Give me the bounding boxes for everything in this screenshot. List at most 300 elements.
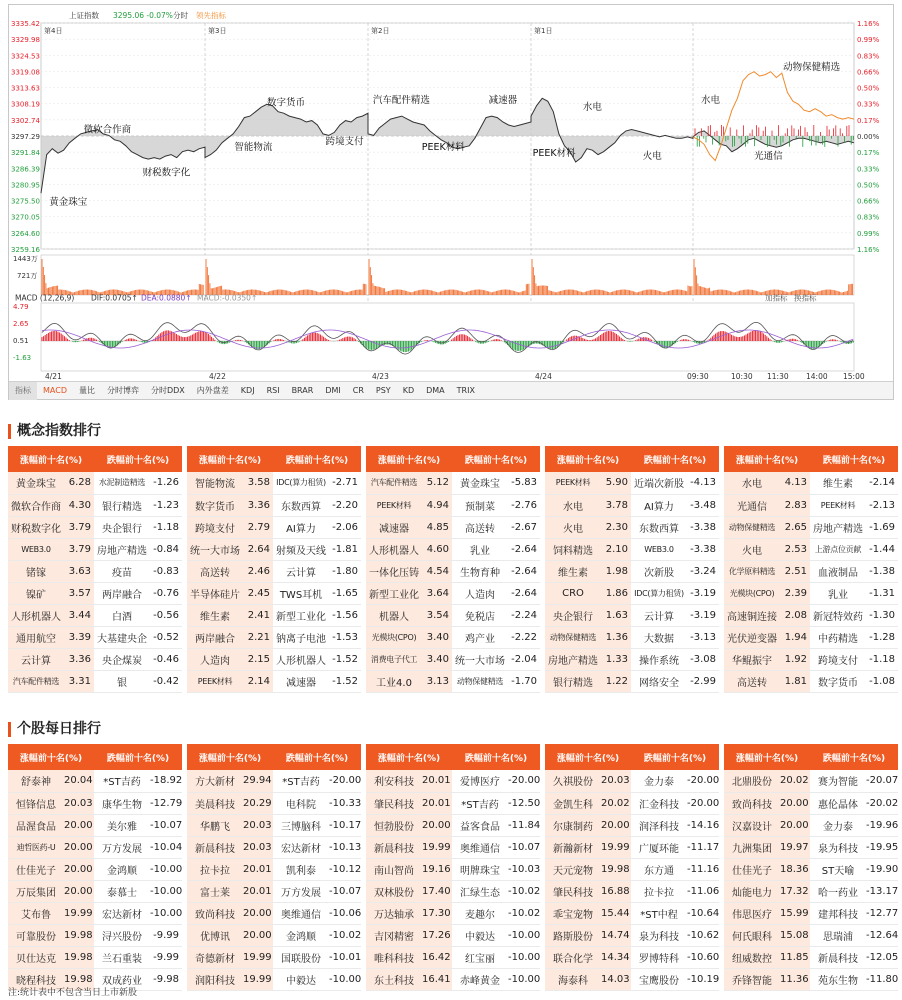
loser-name[interactable]: 金鸿顺 — [273, 924, 329, 946]
table-row[interactable] — [545, 582, 719, 604]
gainer-name[interactable]: 跨境支付 — [187, 516, 243, 538]
gainer-name[interactable]: 致尚科技 — [187, 902, 243, 924]
loser-name[interactable]: 国联股份 — [273, 946, 329, 968]
gainer-name[interactable]: 动物保健精选 — [545, 626, 601, 648]
loser-name[interactable]: 中毅达 — [452, 924, 508, 946]
gainer-name[interactable]: 灿能电力 — [724, 880, 780, 902]
indicator-tab[interactable]: 量比 — [78, 385, 95, 395]
indicator-tab[interactable]: PSY — [375, 385, 391, 395]
gainer-name[interactable]: 动物保健精选 — [724, 516, 780, 538]
gainer-name[interactable]: 恒勃股份 — [366, 814, 422, 836]
table-row[interactable] — [8, 648, 182, 670]
table-row[interactable] — [8, 560, 182, 582]
loser-name[interactable]: 云计算 — [273, 560, 329, 582]
table-row[interactable] — [187, 858, 361, 880]
loser-name[interactable]: 央企银行 — [94, 516, 150, 538]
loser-name[interactable]: 宝鹰股份 — [631, 968, 687, 990]
table-row[interactable] — [724, 648, 898, 670]
gainer-name[interactable]: 纽威数控 — [724, 946, 780, 968]
table-row[interactable] — [187, 880, 361, 902]
loser-name[interactable]: 钠离子电池 — [273, 626, 329, 648]
table-row[interactable] — [187, 968, 361, 990]
gainer-name[interactable]: 华鲲振宇 — [724, 648, 780, 670]
loser-name[interactable]: ST天喻 — [810, 858, 866, 880]
loser-name[interactable]: 数字货币 — [810, 670, 866, 692]
loser-name[interactable]: TWS耳机 — [273, 582, 329, 604]
table-row[interactable] — [187, 670, 361, 692]
gainer-name[interactable]: 高速铜连接 — [724, 604, 780, 626]
indicator-tab[interactable]: 分时博弈 — [106, 385, 139, 395]
gainer-name[interactable]: 减速器 — [366, 516, 422, 538]
loser-name[interactable]: 新冠特效药 — [810, 604, 866, 626]
loser-name[interactable]: 思瑞浦 — [810, 924, 866, 946]
gainer-name[interactable]: 乖宝宠物 — [545, 902, 601, 924]
loser-name[interactable]: 金力泰 — [810, 814, 866, 836]
loser-name[interactable]: 汇金科技 — [631, 792, 687, 814]
loser-name[interactable]: 血液制品 — [810, 560, 866, 582]
loser-name[interactable]: 维生素 — [810, 472, 866, 494]
gainer-name[interactable]: 润阳科技 — [187, 968, 243, 990]
loser-name[interactable]: 爱博医疗 — [452, 770, 508, 792]
gainer-name[interactable]: 云计算 — [8, 648, 64, 670]
header-down[interactable]: 跌幅前十名(%) — [273, 744, 361, 770]
gainer-name[interactable]: 光模块(CPO) — [724, 582, 780, 604]
gainer-name[interactable]: 美晨科技 — [187, 792, 243, 814]
table-row[interactable] — [8, 946, 182, 968]
loser-name[interactable]: 金力泰 — [631, 770, 687, 792]
loser-name[interactable]: 拉卡拉 — [631, 880, 687, 902]
gainer-name[interactable]: 半导体硅片 — [187, 582, 243, 604]
table-row[interactable] — [187, 538, 361, 560]
table-row[interactable] — [8, 626, 182, 648]
gainer-name[interactable]: 九洲集团 — [724, 836, 780, 858]
table-row[interactable] — [366, 648, 540, 670]
table-row[interactable] — [724, 792, 898, 814]
gainer-name[interactable]: 新晨科技 — [366, 836, 422, 858]
loser-name[interactable]: 赤峰黄金 — [452, 968, 508, 990]
table-row[interactable] — [187, 814, 361, 836]
gainer-name[interactable]: 迪哲医药-U — [8, 836, 64, 858]
table-row[interactable] — [545, 814, 719, 836]
table-row[interactable] — [724, 814, 898, 836]
loser-name[interactable]: 央企煤炭 — [94, 648, 150, 670]
gainer-name[interactable]: 新型工业化 — [366, 582, 422, 604]
loser-name[interactable]: AI算力 — [273, 516, 329, 538]
gainer-name[interactable]: 万达轴承 — [366, 902, 422, 924]
loser-name[interactable]: 动物保健精选 — [452, 670, 508, 692]
gainer-name[interactable]: 晓程科技 — [8, 968, 64, 990]
header-down[interactable]: 跌幅前十名(%) — [631, 446, 719, 472]
loser-name[interactable]: IDC(算力租赁) — [273, 472, 329, 494]
loser-name[interactable]: 乳业 — [810, 582, 866, 604]
gainer-name[interactable]: 富士莱 — [187, 880, 243, 902]
table-row[interactable] — [8, 880, 182, 902]
table-row[interactable] — [366, 836, 540, 858]
gainer-name[interactable]: 万辰集团 — [8, 880, 64, 902]
header-down[interactable]: 跌幅前十名(%) — [631, 744, 719, 770]
table-row[interactable] — [545, 946, 719, 968]
gainer-name[interactable]: 仕佳光子 — [724, 858, 780, 880]
table-row[interactable] — [366, 946, 540, 968]
table-row[interactable] — [724, 946, 898, 968]
loser-name[interactable]: 射频及天线 — [273, 538, 329, 560]
gainer-name[interactable]: 两岸融合 — [187, 626, 243, 648]
table-row[interactable] — [8, 604, 182, 626]
loser-name[interactable]: 疫苗 — [94, 560, 150, 582]
table-row[interactable] — [187, 946, 361, 968]
table-row[interactable] — [187, 494, 361, 516]
gainer-name[interactable]: 汽车配件精选 — [8, 670, 64, 692]
table-row[interactable] — [366, 582, 540, 604]
table-row[interactable] — [545, 648, 719, 670]
loser-name[interactable]: 汇绿生态 — [452, 880, 508, 902]
table-row[interactable] — [8, 902, 182, 924]
table-row[interactable] — [366, 604, 540, 626]
gainer-name[interactable]: 唯科科技 — [366, 946, 422, 968]
gainer-name[interactable]: 光模块(CPO) — [366, 626, 422, 648]
loser-name[interactable]: 人形机器人 — [273, 648, 329, 670]
loser-name[interactable]: 东方通 — [631, 858, 687, 880]
gainer-name[interactable]: 拉卡拉 — [187, 858, 243, 880]
indicator-tab[interactable]: KD — [402, 385, 415, 395]
header-up[interactable]: 涨幅前十名(%) — [8, 446, 94, 472]
indicator-tab[interactable]: BRAR — [291, 385, 314, 395]
gainer-name[interactable]: 微软合作商 — [8, 494, 64, 516]
gainer-name[interactable]: 双林股份 — [366, 880, 422, 902]
table-row[interactable] — [545, 626, 719, 648]
gainer-name[interactable]: 维生素 — [545, 560, 601, 582]
table-row[interactable] — [8, 924, 182, 946]
loser-name[interactable]: AI算力 — [631, 494, 687, 516]
indicator-tab[interactable]: KDJ — [240, 385, 255, 395]
gainer-name[interactable]: 新瀚新材 — [545, 836, 601, 858]
loser-name[interactable]: 操作系统 — [631, 648, 687, 670]
gainer-name[interactable]: 机器人 — [366, 604, 422, 626]
gainer-name[interactable]: 贝仕达克 — [8, 946, 64, 968]
gainer-name[interactable]: 光通信 — [724, 494, 780, 516]
gainer-name[interactable]: 华鹏飞 — [187, 814, 243, 836]
gainer-name[interactable]: 火电 — [724, 538, 780, 560]
table-row[interactable] — [724, 770, 898, 792]
loser-name[interactable]: 银行精选 — [94, 494, 150, 516]
loser-name[interactable]: 惠伦晶体 — [810, 792, 866, 814]
indicator-tab[interactable]: 内外盘差 — [196, 385, 229, 395]
indicator-tab[interactable]: MACD — [43, 385, 67, 395]
gainer-name[interactable]: 数字货币 — [187, 494, 243, 516]
table-row[interactable] — [366, 880, 540, 902]
loser-name[interactable]: 减速器 — [273, 670, 329, 692]
gainer-name[interactable]: 通用航空 — [8, 626, 64, 648]
gainer-name[interactable]: 路斯股份 — [545, 924, 601, 946]
gainer-name[interactable]: 水电 — [545, 494, 601, 516]
table-row[interactable] — [545, 538, 719, 560]
indicator-tab[interactable]: DMI — [325, 385, 341, 395]
gainer-name[interactable]: 尔康制药 — [545, 814, 601, 836]
table-row[interactable] — [724, 582, 898, 604]
gainer-name[interactable]: 恒锋信息 — [8, 792, 64, 814]
table-row[interactable] — [366, 472, 540, 494]
loser-name[interactable]: 人造肉 — [452, 582, 508, 604]
table-row[interactable] — [8, 858, 182, 880]
loser-name[interactable]: 润泽科技 — [631, 814, 687, 836]
loser-name[interactable]: 上游点位贡献 — [810, 538, 866, 560]
loser-name[interactable]: 泉为科技 — [810, 836, 866, 858]
table-row[interactable] — [366, 516, 540, 538]
table-row[interactable] — [724, 924, 898, 946]
loser-name[interactable]: 宏达新材 — [94, 902, 150, 924]
loser-name[interactable]: *ST吉药 — [273, 770, 329, 792]
loser-name[interactable]: 东数西算 — [273, 494, 329, 516]
header-down[interactable]: 跌幅前十名(%) — [810, 446, 898, 472]
loser-name[interactable]: 乳业 — [452, 538, 508, 560]
loser-name[interactable]: 宏达新材 — [273, 836, 329, 858]
indicator-tab[interactable]: 分时DDX — [150, 385, 185, 395]
table-row[interactable] — [8, 538, 182, 560]
loser-name[interactable]: *ST吉药 — [452, 792, 508, 814]
gainer-name[interactable]: 吉冈精密 — [366, 924, 422, 946]
table-row[interactable] — [187, 582, 361, 604]
loser-name[interactable]: 近端次新股 — [631, 472, 687, 494]
gainer-name[interactable]: 火电 — [545, 516, 601, 538]
gainer-name[interactable]: 南山智尚 — [366, 858, 422, 880]
loser-name[interactable]: 黄金珠宝 — [452, 472, 508, 494]
loser-name[interactable]: 银 — [94, 670, 150, 692]
table-row[interactable] — [545, 858, 719, 880]
header-down[interactable]: 跌幅前十名(%) — [273, 446, 361, 472]
gainer-name[interactable]: 何氏眼科 — [724, 924, 780, 946]
table-row[interactable] — [724, 670, 898, 692]
table-row[interactable] — [724, 880, 898, 902]
gainer-name[interactable]: 财税数字化 — [8, 516, 64, 538]
loser-name[interactable]: *ST中程 — [631, 902, 687, 924]
gainer-name[interactable]: 金凯生科 — [545, 792, 601, 814]
gainer-name[interactable]: PEEK材料 — [545, 472, 601, 494]
table-row[interactable] — [724, 604, 898, 626]
gainer-name[interactable]: 人造肉 — [187, 648, 243, 670]
loser-name[interactable]: 水泥制造精选 — [94, 472, 150, 494]
header-up[interactable]: 涨幅前十名(%) — [366, 744, 452, 770]
header-down[interactable]: 跌幅前十名(%) — [94, 446, 182, 472]
loser-name[interactable]: 中毅达 — [273, 968, 329, 990]
table-row[interactable] — [545, 494, 719, 516]
gainer-name[interactable]: 消费电子代工 — [366, 648, 422, 670]
loser-name[interactable]: 电科院 — [273, 792, 329, 814]
table-row[interactable] — [187, 604, 361, 626]
gainer-name[interactable]: 汽车配件精选 — [366, 472, 422, 494]
loser-name[interactable]: 凯利泰 — [273, 858, 329, 880]
gainer-name[interactable]: 可靠股份 — [8, 924, 64, 946]
table-row[interactable] — [8, 770, 182, 792]
gainer-name[interactable]: 乔锋智能 — [724, 968, 780, 990]
loser-name[interactable]: 高送转 — [452, 516, 508, 538]
table-row[interactable] — [724, 626, 898, 648]
table-row[interactable] — [8, 836, 182, 858]
loser-name[interactable]: PEEK材料 — [810, 494, 866, 516]
loser-name[interactable]: 房地产精选 — [94, 538, 150, 560]
loser-name[interactable]: WEB3.0 — [631, 538, 687, 560]
table-row[interactable] — [366, 626, 540, 648]
table-row[interactable] — [724, 858, 898, 880]
table-row[interactable] — [187, 516, 361, 538]
gainer-name[interactable]: 品渥食品 — [8, 814, 64, 836]
gainer-name[interactable]: 新晨科技 — [187, 836, 243, 858]
gainer-name[interactable]: 一体化压铸 — [366, 560, 422, 582]
gainer-name[interactable]: 艾布鲁 — [8, 902, 64, 924]
table-row[interactable] — [366, 858, 540, 880]
gainer-name[interactable]: 久祺股份 — [545, 770, 601, 792]
table-row[interactable] — [187, 924, 361, 946]
gainer-name[interactable]: 银行精选 — [545, 670, 601, 692]
table-row[interactable] — [366, 902, 540, 924]
table-row[interactable] — [366, 560, 540, 582]
table-row[interactable] — [545, 770, 719, 792]
gainer-name[interactable]: 维生素 — [187, 604, 243, 626]
table-row[interactable] — [724, 560, 898, 582]
table-row[interactable] — [8, 814, 182, 836]
loser-name[interactable]: 苑东生物 — [810, 968, 866, 990]
header-down[interactable]: 跌幅前十名(%) — [810, 744, 898, 770]
table-row[interactable] — [366, 538, 540, 560]
loser-name[interactable]: 新晨科技 — [810, 946, 866, 968]
loser-name[interactable]: 哈一药业 — [810, 880, 866, 902]
indicator-tab[interactable]: RSI — [266, 385, 280, 395]
loser-name[interactable]: 统一大市场 — [452, 648, 508, 670]
gainer-name[interactable]: 黄金珠宝 — [8, 472, 64, 494]
gainer-name[interactable]: 致尚科技 — [724, 792, 780, 814]
table-row[interactable] — [187, 472, 361, 494]
table-row[interactable] — [187, 792, 361, 814]
table-row[interactable] — [545, 516, 719, 538]
table-row[interactable] — [724, 472, 898, 494]
indicator-tab[interactable]: CR — [352, 385, 364, 395]
header-up[interactable]: 涨幅前十名(%) — [366, 446, 452, 472]
gainer-name[interactable]: 仕佳光子 — [8, 858, 64, 880]
gainer-name[interactable]: 利安科技 — [366, 770, 422, 792]
gainer-name[interactable]: CRO — [545, 582, 601, 604]
gainer-name[interactable]: 优博讯 — [187, 924, 243, 946]
table-row[interactable] — [724, 836, 898, 858]
table-row[interactable] — [545, 670, 719, 692]
intraday-chart[interactable] — [9, 5, 893, 381]
table-row[interactable] — [545, 902, 719, 924]
gainer-name[interactable]: 工业4.0 — [366, 670, 422, 692]
loser-name[interactable]: 鸡产业 — [452, 626, 508, 648]
loser-name[interactable]: 两岸融合 — [94, 582, 150, 604]
loser-name[interactable]: 万方发展 — [94, 836, 150, 858]
table-row[interactable] — [724, 516, 898, 538]
gainer-name[interactable]: 奇德新材 — [187, 946, 243, 968]
loser-name[interactable]: 兰石重装 — [94, 946, 150, 968]
table-row[interactable] — [187, 836, 361, 858]
loser-name[interactable]: 建邦科技 — [810, 902, 866, 924]
loser-name[interactable]: 万方发展 — [273, 880, 329, 902]
gainer-name[interactable]: 东土科技 — [366, 968, 422, 990]
gainer-name[interactable]: 高送转 — [187, 560, 243, 582]
loser-name[interactable]: 双成药业 — [94, 968, 150, 990]
gainer-name[interactable]: 伟思医疗 — [724, 902, 780, 924]
gainer-name[interactable]: 方大新材 — [187, 770, 243, 792]
loser-name[interactable]: 红宝丽 — [452, 946, 508, 968]
loser-name[interactable]: 益客食品 — [452, 814, 508, 836]
table-row[interactable] — [724, 538, 898, 560]
table-row[interactable] — [366, 814, 540, 836]
loser-name[interactable]: IDC(算力租赁) — [631, 582, 687, 604]
loser-name[interactable]: 中药精选 — [810, 626, 866, 648]
table-row[interactable] — [8, 516, 182, 538]
header-up[interactable]: 涨幅前十名(%) — [187, 446, 273, 472]
gainer-name[interactable]: 天元宠物 — [545, 858, 601, 880]
loser-name[interactable]: 赛为智能 — [810, 770, 866, 792]
gainer-name[interactable]: 水电 — [724, 472, 780, 494]
loser-name[interactable]: 东数西算 — [631, 516, 687, 538]
loser-name[interactable]: 跨境支付 — [810, 648, 866, 670]
table-row[interactable] — [8, 670, 182, 692]
loser-name[interactable]: 泉为科技 — [631, 924, 687, 946]
loser-name[interactable]: 免税店 — [452, 604, 508, 626]
header-up[interactable]: 涨幅前十名(%) — [545, 446, 631, 472]
loser-name[interactable]: 麦趣尔 — [452, 902, 508, 924]
header-up[interactable]: 涨幅前十名(%) — [187, 744, 273, 770]
gainer-name[interactable]: PEEK材料 — [187, 670, 243, 692]
table-row[interactable] — [8, 792, 182, 814]
table-row[interactable] — [187, 626, 361, 648]
gainer-name[interactable]: 光伏逆变器 — [724, 626, 780, 648]
loser-name[interactable]: 房地产精选 — [810, 516, 866, 538]
loser-name[interactable]: 罗博特科 — [631, 946, 687, 968]
table-row[interactable] — [545, 604, 719, 626]
header-down[interactable]: 跌幅前十名(%) — [452, 446, 540, 472]
loser-name[interactable]: 奥维通信 — [273, 902, 329, 924]
table-row[interactable] — [187, 770, 361, 792]
gainer-name[interactable]: 锗镓 — [8, 560, 64, 582]
header-down[interactable]: 跌幅前十名(%) — [94, 744, 182, 770]
loser-name[interactable]: 新型工业化 — [273, 604, 329, 626]
table-row[interactable] — [545, 560, 719, 582]
table-row[interactable] — [366, 770, 540, 792]
table-row[interactable] — [187, 648, 361, 670]
gainer-name[interactable]: 人形机器人 — [366, 538, 422, 560]
table-row[interactable] — [545, 472, 719, 494]
loser-name[interactable]: 三博脑科 — [273, 814, 329, 836]
loser-name[interactable]: 金鸿顺 — [94, 858, 150, 880]
loser-name[interactable]: 大基建央企 — [94, 626, 150, 648]
gainer-name[interactable]: 肇民科技 — [366, 792, 422, 814]
gainer-name[interactable]: 饲料精选 — [545, 538, 601, 560]
table-row[interactable] — [366, 792, 540, 814]
table-row[interactable] — [187, 902, 361, 924]
loser-name[interactable]: 云计算 — [631, 604, 687, 626]
gainer-name[interactable]: 舒泰神 — [8, 770, 64, 792]
gainer-name[interactable]: 汉嘉设计 — [724, 814, 780, 836]
loser-name[interactable]: 大数据 — [631, 626, 687, 648]
indicator-tab[interactable]: 指标 — [9, 382, 37, 400]
table-row[interactable] — [8, 472, 182, 494]
table-row[interactable] — [187, 560, 361, 582]
loser-name[interactable]: 浔兴股份 — [94, 924, 150, 946]
table-row[interactable] — [545, 968, 719, 990]
loser-name[interactable]: 生物育种 — [452, 560, 508, 582]
loser-name[interactable]: 白酒 — [94, 604, 150, 626]
loser-name[interactable]: 次新股 — [631, 560, 687, 582]
table-row[interactable] — [724, 494, 898, 516]
gainer-name[interactable]: 高送转 — [724, 670, 780, 692]
gainer-name[interactable]: 镍矿 — [8, 582, 64, 604]
table-row[interactable] — [366, 670, 540, 692]
table-row[interactable] — [545, 836, 719, 858]
gainer-name[interactable]: PEEK材料 — [366, 494, 422, 516]
gainer-name[interactable]: 联合化学 — [545, 946, 601, 968]
table-row[interactable] — [724, 902, 898, 924]
